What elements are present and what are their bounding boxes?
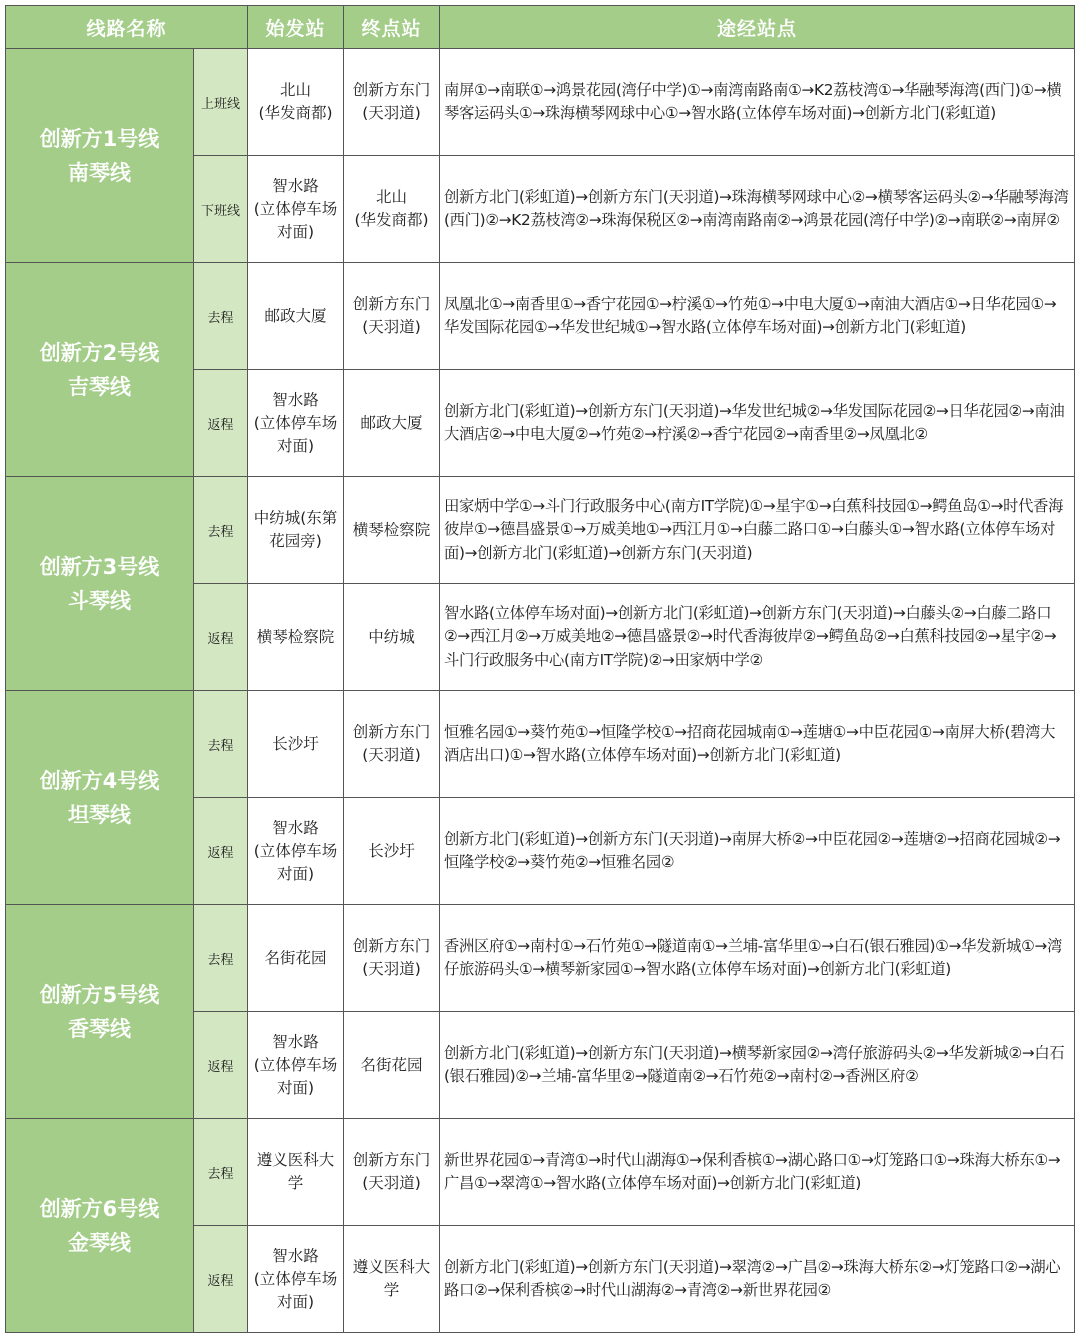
via-stops: 田家炳中学①→斗门行政服务中心(南方IT学院)①→星宇①→白蕉科技园①→鳄鱼岛①→时代香海彼岸①→德昌盛景①→万威美地①→西江月①→白藤二路口①→白藤头①→智水路(立体停车场对面)→创新方北门(彩虹道)→创新方东门(天羽道) — [440, 477, 1075, 584]
start-station: 智水路 (立体停车场 对面) — [248, 370, 344, 477]
line-name: 创新方6号线 — [39, 1196, 160, 1221]
bus-route-table — [5, 5, 1075, 1333]
start-station: 名街花园 — [248, 905, 344, 1012]
line-name: 创新方4号线 — [39, 768, 160, 793]
start-station: 北山 (华发商都) — [248, 49, 344, 156]
line-name-cell — [6, 49, 194, 263]
direction: 返程 — [194, 798, 248, 905]
end-station: 北山 (华发商都) — [344, 156, 440, 263]
end-station: 中纺城 — [344, 584, 440, 691]
line-subname: 斗琴线 — [68, 588, 131, 613]
direction: 下班线 — [194, 156, 248, 263]
route-row — [6, 49, 1075, 156]
line-name: 创新方3号线 — [39, 554, 160, 579]
start-station: 智水路 (立体停车场 对面) — [248, 1012, 344, 1119]
line-name-cell — [6, 477, 194, 691]
start-station: 智水路 (立体停车场 对面) — [248, 156, 344, 263]
direction: 去程 — [194, 905, 248, 1012]
end-station: 创新方东门 (天羽道) — [344, 1119, 440, 1226]
line-subname: 南琴线 — [68, 160, 131, 185]
end-station: 创新方东门 (天羽道) — [344, 49, 440, 156]
line-subname: 香琴线 — [68, 1016, 131, 1041]
route-row — [6, 905, 1075, 1012]
line-name: 创新方2号线 — [39, 340, 160, 365]
end-station: 创新方东门 (天羽道) — [344, 905, 440, 1012]
start-station: 长沙圩 — [248, 691, 344, 798]
via-stops: 新世界花园①→青湾①→时代山湖海①→保利香槟①→湖心路口①→灯笼路口①→珠海大桥东①→广昌①→翠湾①→智水路(立体停车场对面)→创新方北门(彩虹道) — [440, 1119, 1075, 1226]
line-subname: 坦琴线 — [68, 802, 131, 827]
direction: 返程 — [194, 370, 248, 477]
header-end: 终点站 — [344, 6, 440, 49]
via-stops: 创新方北门(彩虹道)→创新方东门(天羽道)→南屏大桥②→中臣花园②→莲塘②→招商花园城②→恒隆学校②→葵竹苑②→恒雅名园② — [440, 798, 1075, 905]
direction: 返程 — [194, 1226, 248, 1333]
line-subname: 吉琴线 — [68, 374, 131, 399]
direction: 去程 — [194, 477, 248, 584]
route-row — [6, 263, 1075, 370]
end-station: 邮政大厦 — [344, 370, 440, 477]
direction: 上班线 — [194, 49, 248, 156]
line-name: 创新方1号线 — [39, 126, 160, 151]
header-line-name: 线路名称 — [6, 6, 248, 49]
end-station: 创新方东门 (天羽道) — [344, 263, 440, 370]
via-stops: 凤凰北①→南香里①→香宁花园①→柠溪①→竹苑①→中电大厦①→南油大酒店①→日华花园①→华发国际花园①→华发世纪城①→智水路(立体停车场对面)→创新方北门(彩虹道) — [440, 263, 1075, 370]
direction: 返程 — [194, 1012, 248, 1119]
start-station: 中纺城(东第 花园旁) — [248, 477, 344, 584]
direction: 去程 — [194, 263, 248, 370]
direction: 去程 — [194, 1119, 248, 1226]
end-station: 遵义医科大 学 — [344, 1226, 440, 1333]
route-row — [6, 691, 1075, 798]
start-station: 智水路 (立体停车场 对面) — [248, 1226, 344, 1333]
start-station: 横琴检察院 — [248, 584, 344, 691]
via-stops: 创新方北门(彩虹道)→创新方东门(天羽道)→横琴新家园②→湾仔旅游码头②→华发新城②→白石(银石雅园)②→兰埔-富华里②→隧道南②→石竹苑②→南村②→香洲区府② — [440, 1012, 1075, 1119]
via-stops: 创新方北门(彩虹道)→创新方东门(天羽道)→珠海横琴网球中心②→横琴客运码头②→华融琴海湾(西门)②→K2荔枝湾②→珠海保税区②→南湾南路南②→鸿景花园(湾仔中学)②→南联②→南屏② — [440, 156, 1075, 263]
header-row — [6, 6, 1075, 49]
line-name-cell — [6, 263, 194, 477]
direction: 返程 — [194, 584, 248, 691]
start-station: 遵义医科大 学 — [248, 1119, 344, 1226]
direction: 去程 — [194, 691, 248, 798]
end-station: 长沙圩 — [344, 798, 440, 905]
route-row — [6, 1119, 1075, 1226]
line-subname: 金琴线 — [68, 1230, 131, 1255]
route-row — [6, 477, 1075, 584]
via-stops: 智水路(立体停车场对面)→创新方北门(彩虹道)→创新方东门(天羽道)→白藤头②→白藤二路口②→西江月②→万威美地②→德昌盛景②→时代香海彼岸②→鳄鱼岛②→白蕉科技园②→星宇②→斗门行政服务中心(南方IT学院)②→田家炳中学② — [440, 584, 1075, 691]
end-station: 横琴检察院 — [344, 477, 440, 584]
via-stops: 恒雅名园①→葵竹苑①→恒隆学校①→招商花园城南①→莲塘①→中臣花园①→南屏大桥(碧湾大酒店出口)①→智水路(立体停车场对面)→创新方北门(彩虹道) — [440, 691, 1075, 798]
via-stops: 创新方北门(彩虹道)→创新方东门(天羽道)→翠湾②→广昌②→珠海大桥东②→灯笼路口②→湖心路口②→保利香槟②→时代山湖海②→青湾②→新世界花园② — [440, 1226, 1075, 1333]
line-name: 创新方5号线 — [39, 982, 160, 1007]
line-name-cell — [6, 1119, 194, 1333]
via-stops: 创新方北门(彩虹道)→创新方东门(天羽道)→华发世纪城②→华发国际花园②→日华花园②→南油大酒店②→中电大厦②→竹苑②→柠溪②→香宁花园②→南香里②→凤凰北② — [440, 370, 1075, 477]
line-name-cell — [6, 691, 194, 905]
start-station: 邮政大厦 — [248, 263, 344, 370]
header-start: 始发站 — [248, 6, 344, 49]
line-name-cell — [6, 905, 194, 1119]
start-station: 智水路 (立体停车场 对面) — [248, 798, 344, 905]
via-stops: 香洲区府①→南村①→石竹苑①→隧道南①→兰埔-富华里①→白石(银石雅园)①→华发新城①→湾仔旅游码头①→横琴新家园①→智水路(立体停车场对面)→创新方北门(彩虹道) — [440, 905, 1075, 1012]
end-station: 名街花园 — [344, 1012, 440, 1119]
via-stops: 南屏①→南联①→鸿景花园(湾仔中学)①→南湾南路南①→K2荔枝湾①→华融琴海湾(西门)①→横琴客运码头①→珠海横琴网球中心①→智水路(立体停车场对面)→创新方北门(彩虹道) — [440, 49, 1075, 156]
end-station: 创新方东门 (天羽道) — [344, 691, 440, 798]
header-stops: 途经站点 — [440, 6, 1075, 49]
